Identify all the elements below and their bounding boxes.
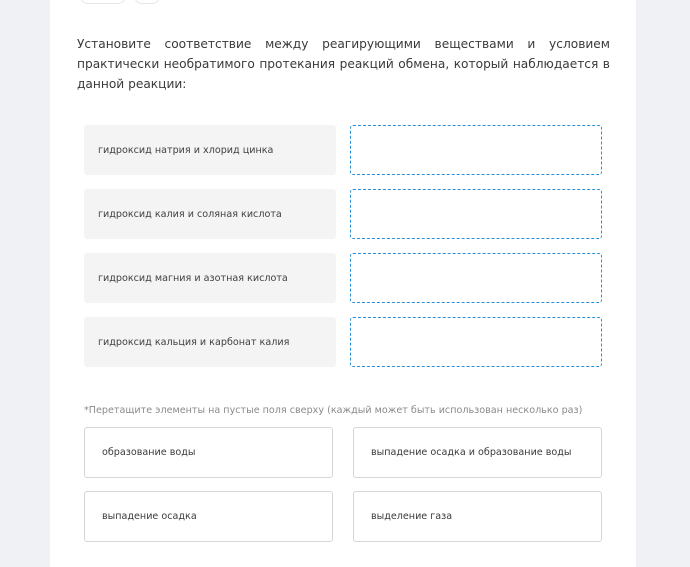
match-row bbox=[84, 125, 602, 175]
top-control-pill[interactable] bbox=[80, 0, 126, 4]
match-row bbox=[84, 317, 602, 367]
draggable-option[interactable]: выпадение осадка и образование воды bbox=[353, 427, 602, 478]
question-card bbox=[50, 0, 636, 567]
draggable-option[interactable]: выпадение осадка bbox=[84, 491, 333, 542]
match-row bbox=[84, 253, 602, 303]
match-term: гидроксид магния и азотная кислота bbox=[84, 253, 336, 303]
drop-zone[interactable] bbox=[350, 253, 602, 303]
drop-zone[interactable] bbox=[350, 317, 602, 367]
top-control-pill-small[interactable] bbox=[134, 0, 160, 4]
drop-zone[interactable] bbox=[350, 125, 602, 175]
question-text: Установите соответствие между реагирующими веществами и условием практически необратимого протекания реакций обмена, который наблюдается в данной реакции: bbox=[77, 37, 610, 91]
drop-zone[interactable] bbox=[350, 189, 602, 239]
draggable-option[interactable]: образование воды bbox=[84, 427, 333, 478]
match-term: гидроксид натрия и хлорид цинка bbox=[84, 125, 336, 175]
match-row bbox=[84, 189, 602, 239]
match-term: гидроксид калия и соляная кислота bbox=[84, 189, 336, 239]
draggable-option[interactable]: выделение газа bbox=[353, 491, 602, 542]
match-term: гидроксид кальция и карбонат калия bbox=[84, 317, 336, 367]
drag-hint: *Перетащите элементы на пустые поля сверху (каждый может быть использован несколько раз) bbox=[84, 405, 583, 416]
